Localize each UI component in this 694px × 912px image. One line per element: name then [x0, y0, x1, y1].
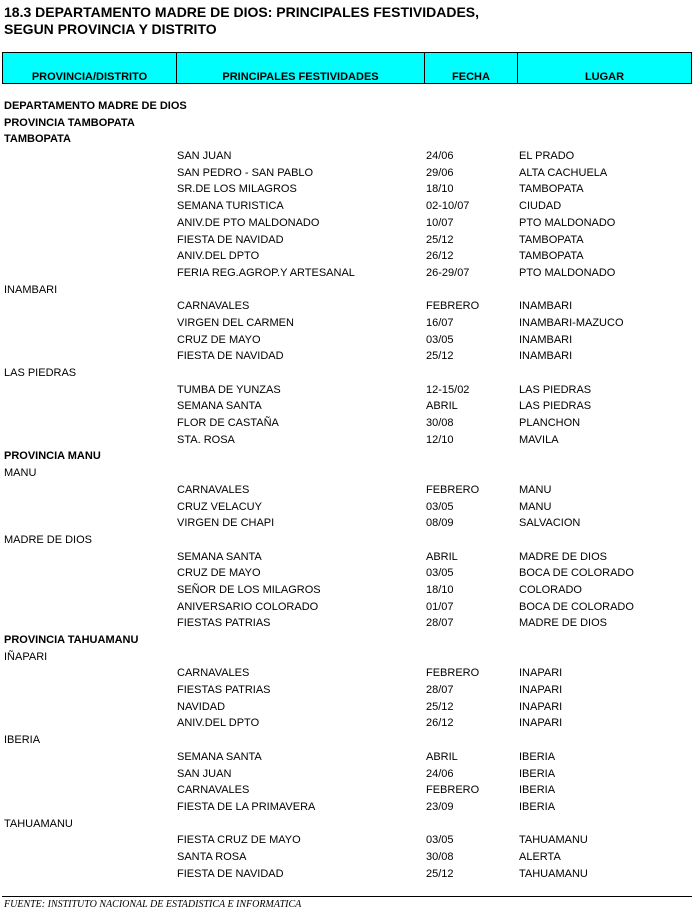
table-row: [0, 215, 694, 232]
table-row: [0, 849, 694, 866]
fecha-cell: 25/12: [426, 700, 454, 713]
lugar-cell: MANU: [519, 483, 552, 496]
fecha-cell: 12/10: [426, 433, 454, 446]
fecha-cell: FEBRERO: [426, 300, 480, 313]
table-row: [0, 832, 694, 849]
district-row: [0, 365, 694, 382]
festividad-cell: FERIA REG.AGROP.Y ARTESANAL: [177, 266, 355, 279]
table-row: [0, 665, 694, 682]
lugar-cell: PLANCHON: [519, 417, 581, 430]
festividad-cell: CRUZ DE MAYO: [177, 567, 261, 580]
header-lugar: LUGAR: [584, 71, 625, 83]
title-line-2: SEGUN PROVINCIA Y DISTRITO: [4, 21, 217, 37]
festividad-cell: SEMANA SANTA: [177, 550, 262, 563]
fecha-cell: 03/05: [426, 333, 454, 346]
fecha-cell: 10/07: [426, 216, 454, 229]
table-row: [0, 615, 694, 632]
festividad-cell: ANIVERSARIO COLORADO: [177, 600, 319, 613]
fecha-cell: 08/09: [426, 517, 454, 530]
lugar-cell: SALVACION: [519, 517, 581, 530]
fecha-cell: FEBRERO: [426, 784, 480, 797]
lugar-cell: INAMBARI: [519, 350, 573, 363]
festividad-cell: ANIV.DE PTO MALDONADO: [177, 216, 320, 229]
fecha-cell: 26-29/07: [426, 266, 470, 279]
lugar-cell: COLORADO: [519, 583, 582, 596]
source-note: FUENTE: INSTITUTO NACIONAL DE ESTADISTICA E INFORMATICA: [4, 899, 302, 910]
district-label: MANU: [4, 467, 37, 480]
lugar-cell: CIUDAD: [519, 200, 562, 213]
district-label: TAHUAMANU: [4, 817, 73, 830]
fecha-cell: ABRIL: [426, 400, 458, 413]
lugar-cell: INAPARI: [519, 667, 563, 680]
lugar-cell: LAS PIEDRAS: [519, 400, 592, 413]
fecha-cell: 18/10: [426, 183, 454, 196]
header-festividades: PRINCIPALES FESTIVIDADES: [177, 53, 425, 83]
festividad-cell: SEMANA SANTA: [177, 750, 262, 763]
festividad-cell: SAN JUAN: [177, 150, 232, 163]
festividad-cell: ANIV.DEL DPTO: [177, 717, 260, 730]
table-row: [0, 499, 694, 516]
lugar-cell: INAMBARI: [519, 300, 573, 313]
festividad-cell: CARNAVALES: [177, 300, 250, 313]
section-row: [0, 448, 694, 465]
table-row: [0, 599, 694, 616]
table-row: [0, 565, 694, 582]
festividad-cell: SEMANA SANTA: [177, 400, 262, 413]
lugar-cell: TAMBOPATA: [519, 250, 584, 263]
festividad-cell: FLOR DE CASTAÑA: [177, 417, 279, 430]
table-row: [0, 148, 694, 165]
fecha-cell: FEBRERO: [426, 667, 480, 680]
festividad-cell: FIESTA DE NAVIDAD: [177, 350, 284, 363]
lugar-cell: MANU: [519, 500, 552, 513]
district-label: LAS PIEDRAS: [4, 367, 77, 379]
lugar-cell: EL PRADO: [519, 150, 575, 163]
table-row: [0, 265, 694, 282]
fecha-cell: 30/08: [426, 850, 454, 863]
festividad-cell: CRUZ VELACUY: [177, 500, 262, 513]
fecha-cell: 03/05: [426, 567, 454, 580]
header-provincia: PROVINCIA/DISTRITO: [3, 53, 177, 83]
fecha-cell: ABRIL: [426, 550, 458, 563]
footer-divider: [2, 896, 692, 897]
fecha-cell: FEBRERO: [426, 483, 480, 496]
table-row: [0, 699, 694, 716]
festividad-cell: VIRGEN DEL CARMEN: [177, 316, 294, 329]
table-row: [0, 515, 694, 532]
table-row: [0, 248, 694, 265]
lugar-cell: IBERIA: [519, 767, 556, 780]
fecha-cell: 18/10: [426, 583, 454, 596]
lugar-cell: INAPARI: [519, 700, 563, 713]
fecha-cell: 23/09: [426, 800, 454, 813]
fecha-cell: 25/12: [426, 350, 454, 363]
fecha-cell: 16/07: [426, 316, 454, 329]
festividad-cell: NAVIDAD: [177, 700, 226, 713]
festividad-cell: SEÑOR DE LOS MILAGROS: [177, 583, 321, 596]
festividad-cell: SEMANA TURISTICA: [177, 200, 284, 213]
festividad-cell: TUMBA DE YUNZAS: [177, 383, 281, 396]
district-row: [0, 649, 694, 666]
table-row: [0, 432, 694, 449]
festividad-cell: SAN PEDRO - SAN PABLO: [177, 166, 314, 179]
festividad-cell: CARNAVALES: [177, 483, 250, 496]
section-row: [0, 632, 694, 649]
fecha-cell: 25/12: [426, 867, 454, 880]
festividad-cell: CARNAVALES: [177, 667, 250, 680]
table-row: [0, 382, 694, 399]
lugar-cell: MADRE DE DIOS: [519, 550, 608, 563]
section-row: [0, 115, 694, 132]
district-label: IBERIA: [4, 734, 41, 747]
table-row: [0, 766, 694, 783]
festividad-cell: FIESTAS PATRIAS: [177, 684, 271, 697]
district-row: [0, 465, 694, 482]
table-row: [0, 165, 694, 182]
lugar-cell: INAMBARI-MAZUCO: [519, 316, 624, 329]
fecha-cell: ABRIL: [426, 750, 458, 763]
lugar-cell: MAVILA: [519, 433, 559, 446]
fecha-cell: 30/08: [426, 417, 454, 430]
table-row: [0, 715, 694, 732]
district-row: [0, 282, 694, 299]
lugar-cell: INAPARI: [519, 684, 563, 697]
district-label: INAMBARI: [4, 283, 58, 296]
lugar-cell: ALTA CACHUELA: [519, 166, 608, 179]
table-row: [0, 181, 694, 198]
lugar-cell: IBERIA: [519, 784, 556, 797]
festividad-cell: SAN JUAN: [177, 767, 232, 780]
lugar-cell: ALERTA: [519, 850, 561, 863]
section-label: PROVINCIA MANU: [4, 450, 101, 463]
lugar-cell: TAHUAMANU: [519, 834, 588, 847]
lugar-cell: IBERIA: [519, 800, 556, 813]
fecha-cell: 24/06: [426, 150, 454, 163]
section-label: TAMBOPATA: [4, 133, 72, 146]
district-label: IÑAPARI: [4, 650, 48, 663]
festividad-cell: SR.DE LOS MILAGROS: [177, 183, 297, 196]
festividad-cell: SANTA ROSA: [177, 850, 247, 863]
district-row: [0, 816, 694, 833]
table-row: [0, 482, 694, 499]
district-row: [0, 532, 694, 549]
festividad-cell: FIESTA DE NAVIDAD: [177, 867, 284, 880]
lugar-cell: PTO MALDONADO: [519, 266, 616, 279]
district-row: [0, 732, 694, 749]
fecha-cell: 26/12: [426, 250, 454, 263]
page-title: [4, 4, 479, 38]
fecha-cell: 25/12: [426, 233, 454, 246]
lugar-cell: INAPARI: [519, 717, 563, 730]
district-label: MADRE DE DIOS: [4, 533, 93, 546]
table-row: [0, 549, 694, 566]
festividad-cell: FIESTA CRUZ DE MAYO: [177, 834, 301, 847]
lugar-cell: BOCA DE COLORADO: [519, 567, 634, 580]
table-row: [0, 348, 694, 365]
section-label: PROVINCIA TAMBOPATA: [4, 116, 135, 129]
section-label: PROVINCIA TAHUAMANU: [4, 634, 139, 646]
table-row: [0, 682, 694, 699]
table-row: [0, 749, 694, 766]
table-row: [0, 332, 694, 349]
lugar-cell: PTO MALDONADO: [519, 216, 616, 229]
table-row: [0, 398, 694, 415]
festividad-cell: FIESTA DE NAVIDAD: [177, 233, 284, 246]
fecha-cell: 02-10/07: [426, 200, 470, 213]
table-row: [0, 866, 694, 883]
lugar-cell: TAMBOPATA: [519, 183, 584, 196]
lugar-cell: LAS PIEDRAS: [519, 383, 592, 396]
festividad-cell: CARNAVALES: [177, 784, 250, 797]
section-row: [0, 98, 694, 115]
title-line-1: 18.3 DEPARTAMENTO MADRE DE DIOS: PRINCIPALES FESTIVIDADES,: [4, 4, 480, 20]
festividad-cell: VIRGEN DE CHAPI: [177, 517, 275, 530]
table-row: [0, 198, 694, 215]
table-row: [0, 415, 694, 432]
fecha-cell: 01/07: [426, 600, 454, 613]
fecha-cell: 26/12: [426, 717, 454, 730]
fecha-cell: 28/07: [426, 617, 454, 630]
table-body: [0, 98, 694, 882]
table-row: [0, 799, 694, 816]
section-label: DEPARTAMENTO MADRE DE DIOS: [4, 100, 187, 112]
festividad-cell: CRUZ DE MAYO: [177, 333, 261, 346]
lugar-cell: TAMBOPATA: [519, 233, 584, 246]
table-row: [0, 298, 694, 315]
festividad-cell: FIESTAS PATRIAS: [177, 617, 271, 630]
fecha-cell: 28/07: [426, 684, 454, 697]
festividad-cell: STA. ROSA: [177, 433, 235, 446]
fecha-cell: 03/05: [426, 500, 454, 513]
table-row: [0, 582, 694, 599]
fecha-cell: 24/06: [426, 767, 454, 780]
lugar-cell: MADRE DE DIOS: [519, 617, 608, 630]
festividad-cell: FIESTA DE LA PRIMAVERA: [177, 800, 316, 813]
lugar-cell: TAHUAMANU: [519, 867, 588, 880]
table-row: [0, 315, 694, 332]
lugar-cell: BOCA DE COLORADO: [519, 600, 634, 613]
lugar-cell: IBERIA: [519, 750, 556, 763]
fecha-cell: 03/05: [426, 834, 454, 847]
table-row: [0, 782, 694, 799]
lugar-cell: INAMBARI: [519, 333, 573, 346]
table-row: [0, 232, 694, 249]
section-row: [0, 131, 694, 148]
fecha-cell: 12-15/02: [426, 383, 470, 396]
fecha-cell: 29/06: [426, 166, 454, 179]
festividad-cell: ANIV.DEL DPTO: [177, 250, 260, 263]
table-header: [2, 52, 692, 84]
header-fecha: FECHA: [425, 53, 518, 83]
